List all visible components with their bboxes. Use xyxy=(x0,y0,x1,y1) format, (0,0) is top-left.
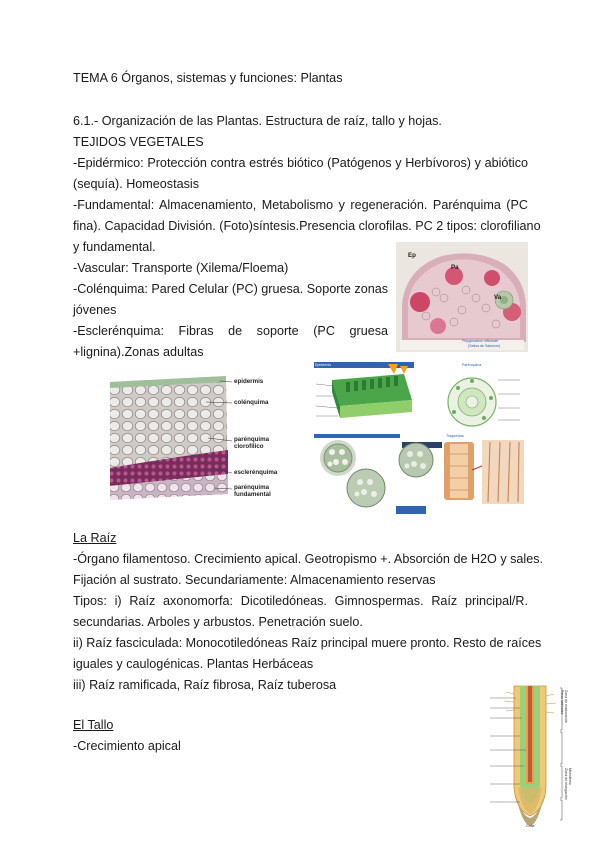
root-label-meristemo: Meristemo xyxy=(568,768,572,785)
stem-caption-common: (Sellos de Salomón) xyxy=(468,344,501,348)
tallo-title: El Tallo xyxy=(73,718,114,732)
raiz-line-3: Tipos: i) Raíz axonomorfa: Dicotiledóneas. Gimnospermas. Raíz principal/R. xyxy=(73,594,528,608)
raiz-line-6: iguales y caulogénicas. Plantas Herbáceas xyxy=(73,657,314,671)
stem-section-figure xyxy=(396,242,528,352)
collage-label-parenquima: Parénquima xyxy=(462,363,482,367)
tallo-line-1: -Crecimiento apical xyxy=(73,739,181,753)
tissue-label-epidermis: epidermis xyxy=(234,378,264,385)
fundamental-line-2: fina). Capacidad División. (Foto)síntesis.Presencia clorofilas. PC 2 tipos: clorofiliano xyxy=(73,219,541,233)
root-label-pelos: Pelos radicales xyxy=(560,690,564,715)
leaf-collage-figure xyxy=(312,360,528,520)
tissue-label-colenquima: colénquima xyxy=(234,399,269,406)
esclerenquima-line-1: -Esclerénquima: Fibras de soporte (PC gruesa xyxy=(73,324,388,338)
tissue-label-parenquima: parénquima xyxy=(234,436,270,443)
tissue-label-clorofilico: clorofílico xyxy=(234,443,264,450)
collage-label-epidermis: Epidermis xyxy=(315,363,331,367)
root-tip-figure xyxy=(486,684,574,830)
fundamental-line-1: -Fundamental: Almacenamiento, Metabolismo y regeneración. Parénquima (PC xyxy=(73,198,528,212)
colenquima-line-2: jóvenes xyxy=(73,303,117,317)
tissue-label-parenquima-2: parénquima xyxy=(234,484,270,491)
stem-label-va: Va xyxy=(494,294,502,301)
epidermico-line-1: -Epidérmico: Protección contra estrés biótico (Patógenos y Herbívoros) y abiótico xyxy=(73,156,528,170)
tissue-diagram-figure xyxy=(108,372,300,502)
raiz-title: La Raíz xyxy=(73,531,117,545)
epidermico-line-2: (sequía). Homeostasis xyxy=(73,177,199,191)
tissue-label-fundamental: fundamental xyxy=(234,491,271,498)
tissue-label-esclerenquima: esclerénquima xyxy=(234,469,278,476)
stem-label-ep: Ep xyxy=(408,252,416,259)
raiz-line-7: iii) Raíz ramificada, Raíz fibrosa, Raíz tuberosa xyxy=(73,678,337,692)
root-label-cofia: Cofia xyxy=(526,824,535,828)
section-title: 6.1.- Organización de las Plantas. Estructura de raíz, tallo y hojas. xyxy=(73,114,442,128)
page-heading: TEMA 6 Órganos, sistemas y funciones: Plantas xyxy=(73,71,343,85)
colenquima-line-1: -Colénquima: Pared Celular (PC) gruesa. Soporte zonas xyxy=(73,282,388,296)
esclerenquima-line-2: +lignina).Zonas adultas xyxy=(73,345,204,359)
raiz-line-2: Fijación al sustrato. Secundariamente: Almacenamiento reservas xyxy=(73,573,436,587)
vascular-line: -Vascular: Transporte (Xilema/Floema) xyxy=(73,261,289,275)
raiz-line-1: -Órgano filamentoso. Crecimiento apical. Geotropismo +. Absorción de H2O y sales. xyxy=(73,552,544,566)
fundamental-line-3: y fundamental. xyxy=(73,240,156,254)
raiz-line-5: ii) Raíz fasciculada: Monocotiledóneas Raíz principal muere pronto. Resto de raíces xyxy=(73,636,542,650)
stem-caption-species: Polygonatum officinale xyxy=(462,339,499,343)
leaf-collage-image xyxy=(312,360,528,520)
root-label-maduracion: Zona de maduración xyxy=(564,690,568,723)
tejidos-title: TEJIDOS VEGETALES xyxy=(73,135,204,149)
tissue-diagram-image xyxy=(108,372,300,502)
raiz-line-4: secundarias. Arboles y arbustos. Penetración suelo. xyxy=(73,615,363,629)
root-label-elongacion: Zona de elongación xyxy=(564,768,568,800)
collage-label-traqueidas: Traqueidas xyxy=(446,434,464,438)
stem-label-pa: Pa xyxy=(451,264,459,271)
